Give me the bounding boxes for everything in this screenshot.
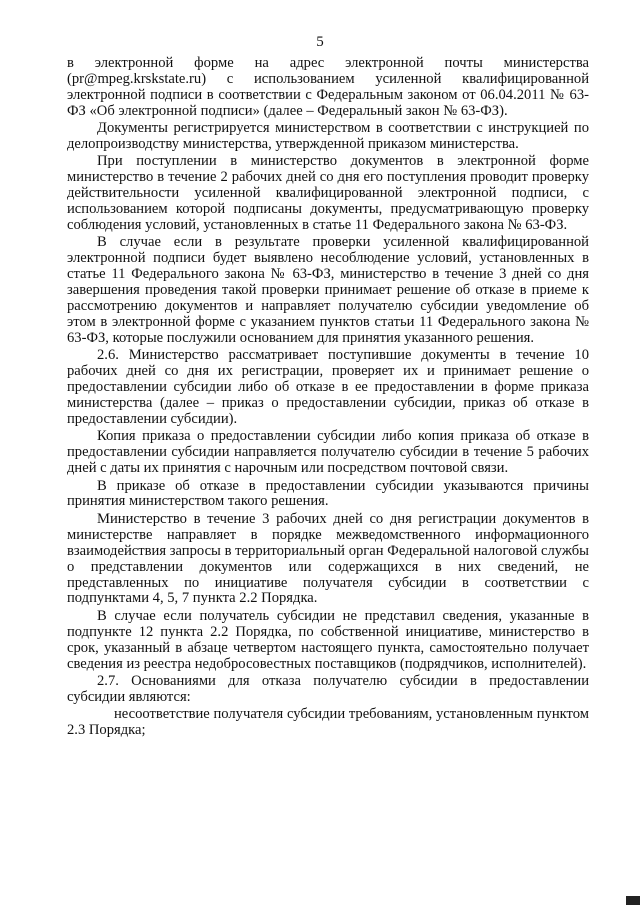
- paragraph-signature-check: При поступлении в министерство документов в электронной форме министерство в течение 2 рабочих дней со дня его поступления проводит проверку действительности усиленной квалифицированной электронной подписи, с использованием которой подписаны документы, предусматривающую проверку соблюдения условий, установленных в статье 11 Федерального закона № 63-ФЗ.: [67, 153, 589, 234]
- page-number: 5: [316, 34, 324, 50]
- paragraph-interagency-requests: Министерство в течение 3 рабочих дней со дня регистрации документов в министерстве направляет в порядке межведомственного информационного взаимодействия запросы в территориальный орган Федеральной налоговой службы о представлении документов или содержащихся в них сведений, не представленных по инициативе получателя субсидии в соответствии с подпунктами 4, 5, 7 пункта 2.2 Порядка.: [67, 510, 589, 607]
- paragraph-order-copy: Копия приказа о предоставлении субсидии либо копия приказа об отказе в предоставлении субсидии направляется получателю субсидии в течение 5 рабочих дней с даты их принятия с нарочным или посредством почтовой связи.: [67, 428, 589, 477]
- paragraph-supplier-registry: В случае если получатель субсидии не представил сведения, указанные в подпункте 12 пункта 2.2 Порядка, по собственной инициативе, министерство в срок, указанный в абзаце четвертом настоящего пункта, самостоятельно получает сведения из реестра недобросовестных поставщиков (подрядчиков, исполнителей).: [67, 607, 589, 672]
- paragraph-electronic-submission: в электронной форме на адрес электронной почты министерства (pr@mpeg.krskstate.ru) с использованием усиленной квалифицированной электронной подписи в соответствии с Федеральным законом от 06.04.2011 № 63-ФЗ «Об электронной подписи» (далее – Федеральный закон № 63-ФЗ).: [67, 55, 589, 119]
- scan-corner-mark: [626, 896, 640, 905]
- paragraph-noncompliance: несоответствие получателя субсидии требованиям, установленным пунктом 2.3 Порядка;: [67, 706, 589, 739]
- document-body: [67, 56, 589, 741]
- paragraph-2-7: 2.7. Основаниями для отказа получателю субсидии в предоставлении субсидии являются:: [67, 672, 589, 705]
- paragraph-registration: Документы регистрируется министерством в соответствии с инструкцией по делопроизводству министерства, утвержденной приказом министерства.: [67, 120, 589, 153]
- paragraph-2-6: 2.6. Министерство рассматривает поступившие документы в течение 10 рабочих дней со дня их регистрации, проверяет их и принимает решение о предоставлении субсидии либо об отказе в ее предоставлении в форме приказа министерства (далее – приказ о предоставлении субсидии, приказ об отказе в предоставлении субсидии).: [67, 347, 589, 427]
- paragraph-refusal-reasons: В приказе об отказе в предоставлении субсидии указываются причины принятия министерством такого решения.: [67, 477, 589, 510]
- paragraph-signature-violation: В случае если в результате проверки усиленной квалифицированной электронной подписи будет выявлено несоблюдение условий, установленных в статье 11 Федерального закона № 63-ФЗ, министерство в течение 3 дней со дня завершения проведения такой проверки принимает решение об отказе в приеме к рассмотрению документов и направляет получателю субсидии уведомление об этом в электронной форме с указанием пунктов статьи 11 Федерального закона № 63-ФЗ, которые послужили основанием для принятия указанного решения.: [67, 234, 589, 346]
